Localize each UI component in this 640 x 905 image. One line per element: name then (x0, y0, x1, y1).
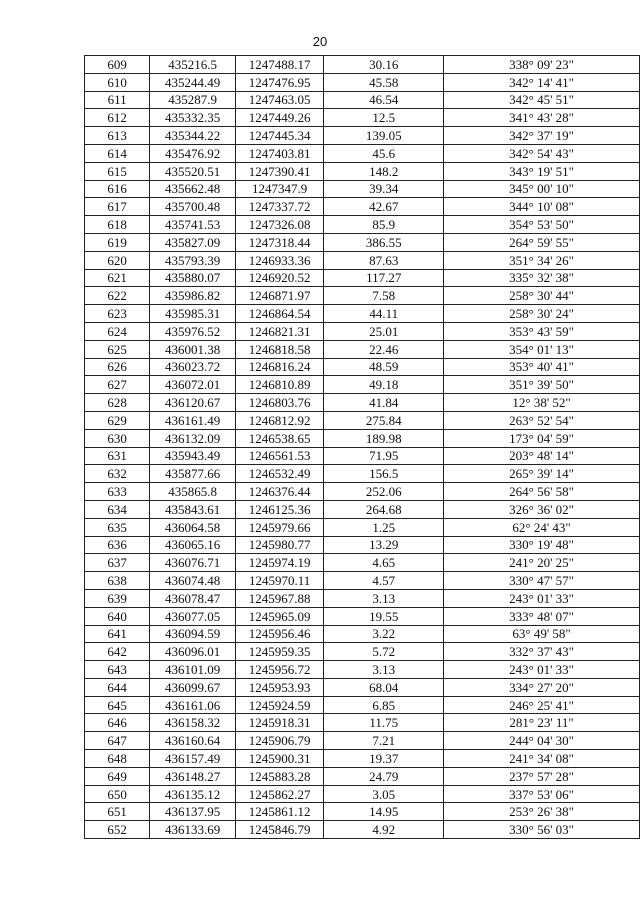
bearing-cell: 341° 43' 28" (444, 109, 640, 127)
point-number-cell: 627 (85, 376, 150, 394)
bearing-cell: 173° 04' 59" (444, 429, 640, 447)
x-coordinate-cell: 436161.49 (150, 411, 236, 429)
bearing-cell: 342° 37' 19" (444, 127, 640, 145)
x-coordinate-cell: 435865.8 (150, 483, 236, 501)
x-coordinate-cell: 436161.06 (150, 696, 236, 714)
table-row (85, 696, 640, 714)
point-number-cell: 629 (85, 411, 150, 429)
bearing-cell: 330° 47' 57" (444, 572, 640, 590)
y-coordinate-cell: 1247337.72 (235, 198, 324, 216)
bearing-cell: 353° 43' 59" (444, 322, 640, 340)
point-number-cell: 620 (85, 251, 150, 269)
x-coordinate-cell: 436101.09 (150, 661, 236, 679)
table-row (85, 625, 640, 643)
bearing-cell: 237° 57' 28" (444, 767, 640, 785)
point-number-cell: 632 (85, 465, 150, 483)
point-number-cell: 612 (85, 109, 150, 127)
x-coordinate-cell: 435986.82 (150, 287, 236, 305)
y-coordinate-cell: 1246538.65 (235, 429, 324, 447)
y-coordinate-cell: 1245979.66 (235, 518, 324, 536)
bearing-cell: 354° 01' 13" (444, 340, 640, 358)
table-row (85, 554, 640, 572)
distance-cell: 19.55 (324, 607, 444, 625)
y-coordinate-cell: 1245900.31 (235, 750, 324, 768)
point-number-cell: 650 (85, 785, 150, 803)
table-row (85, 109, 640, 127)
point-number-cell: 613 (85, 127, 150, 145)
x-coordinate-cell: 435662.48 (150, 180, 236, 198)
y-coordinate-cell: 1245956.72 (235, 661, 324, 679)
distance-cell: 386.55 (324, 233, 444, 251)
distance-cell: 7.58 (324, 287, 444, 305)
distance-cell: 24.79 (324, 767, 444, 785)
bearing-cell: 243° 01' 33" (444, 661, 640, 679)
distance-cell: 3.13 (324, 589, 444, 607)
y-coordinate-cell: 1247445.34 (235, 127, 324, 145)
distance-cell: 39.34 (324, 180, 444, 198)
distance-cell: 117.27 (324, 269, 444, 287)
x-coordinate-cell: 435700.48 (150, 198, 236, 216)
distance-cell: 3.13 (324, 661, 444, 679)
distance-cell: 11.75 (324, 714, 444, 732)
distance-cell: 87.63 (324, 251, 444, 269)
x-coordinate-cell: 436023.72 (150, 358, 236, 376)
x-coordinate-cell: 435943.49 (150, 447, 236, 465)
distance-cell: 264.68 (324, 500, 444, 518)
bearing-cell: 244° 04' 30" (444, 732, 640, 750)
point-number-cell: 652 (85, 821, 150, 839)
table-row (85, 287, 640, 305)
point-number-cell: 617 (85, 198, 150, 216)
distance-cell: 25.01 (324, 322, 444, 340)
bearing-cell: 345° 00' 10" (444, 180, 640, 198)
bearing-cell: 330° 56' 03" (444, 821, 640, 839)
table-row (85, 429, 640, 447)
x-coordinate-cell: 436132.09 (150, 429, 236, 447)
y-coordinate-cell: 1246125.36 (235, 500, 324, 518)
y-coordinate-cell: 1246810.89 (235, 376, 324, 394)
table-row (85, 127, 640, 145)
table-row (85, 144, 640, 162)
y-coordinate-cell: 1245953.93 (235, 678, 324, 696)
x-coordinate-cell: 436133.69 (150, 821, 236, 839)
point-number-cell: 646 (85, 714, 150, 732)
point-number-cell: 621 (85, 269, 150, 287)
distance-cell: 189.98 (324, 429, 444, 447)
point-number-cell: 623 (85, 305, 150, 323)
bearing-cell: 354° 53' 50" (444, 216, 640, 234)
distance-cell: 30.16 (324, 56, 444, 74)
distance-cell: 4.92 (324, 821, 444, 839)
y-coordinate-cell: 1245861.12 (235, 803, 324, 821)
point-number-cell: 622 (85, 287, 150, 305)
point-number-cell: 638 (85, 572, 150, 590)
bearing-cell: 351° 34' 26" (444, 251, 640, 269)
bearing-cell: 337° 53' 06" (444, 785, 640, 803)
y-coordinate-cell: 1245974.19 (235, 554, 324, 572)
point-number-cell: 611 (85, 91, 150, 109)
table-row (85, 358, 640, 376)
y-coordinate-cell: 1245956.46 (235, 625, 324, 643)
table-row (85, 251, 640, 269)
table-row (85, 518, 640, 536)
y-coordinate-cell: 1247390.41 (235, 162, 324, 180)
bearing-cell: 263° 52' 54" (444, 411, 640, 429)
x-coordinate-cell: 435985.31 (150, 305, 236, 323)
coordinates-table (84, 55, 640, 839)
table-row (85, 447, 640, 465)
point-number-cell: 616 (85, 180, 150, 198)
x-coordinate-cell: 436120.67 (150, 394, 236, 412)
distance-cell: 12.5 (324, 109, 444, 127)
x-coordinate-cell: 436076.71 (150, 554, 236, 572)
y-coordinate-cell: 1247318.44 (235, 233, 324, 251)
y-coordinate-cell: 1246871.97 (235, 287, 324, 305)
table-row (85, 73, 640, 91)
distance-cell: 46.54 (324, 91, 444, 109)
x-coordinate-cell: 435843.61 (150, 500, 236, 518)
y-coordinate-cell: 1247476.95 (235, 73, 324, 91)
table-row (85, 714, 640, 732)
bearing-cell: 253° 26' 38" (444, 803, 640, 821)
distance-cell: 7.21 (324, 732, 444, 750)
distance-cell: 45.58 (324, 73, 444, 91)
bearing-cell: 342° 14' 41" (444, 73, 640, 91)
y-coordinate-cell: 1246933.36 (235, 251, 324, 269)
distance-cell: 48.59 (324, 358, 444, 376)
table-row (85, 198, 640, 216)
point-number-cell: 624 (85, 322, 150, 340)
table-row (85, 589, 640, 607)
y-coordinate-cell: 1245970.11 (235, 572, 324, 590)
bearing-cell: 338° 09' 23" (444, 56, 640, 74)
table-row (85, 216, 640, 234)
point-number-cell: 636 (85, 536, 150, 554)
point-number-cell: 626 (85, 358, 150, 376)
y-coordinate-cell: 1246920.52 (235, 269, 324, 287)
y-coordinate-cell: 1247488.17 (235, 56, 324, 74)
table-row (85, 536, 640, 554)
bearing-cell: 264° 56' 58" (444, 483, 640, 501)
distance-cell: 156.5 (324, 465, 444, 483)
table-row (85, 500, 640, 518)
x-coordinate-cell: 436137.95 (150, 803, 236, 821)
point-number-cell: 618 (85, 216, 150, 234)
bearing-cell: 334° 27' 20" (444, 678, 640, 696)
table-row (85, 750, 640, 768)
point-number-cell: 645 (85, 696, 150, 714)
bearing-cell: 332° 37' 43" (444, 643, 640, 661)
distance-cell: 13.29 (324, 536, 444, 554)
point-number-cell: 609 (85, 56, 150, 74)
table-row (85, 394, 640, 412)
y-coordinate-cell: 1245918.31 (235, 714, 324, 732)
point-number-cell: 643 (85, 661, 150, 679)
x-coordinate-cell: 436135.12 (150, 785, 236, 803)
table-row (85, 821, 640, 839)
bearing-cell: 203° 48' 14" (444, 447, 640, 465)
table-row (85, 162, 640, 180)
distance-cell: 71.95 (324, 447, 444, 465)
point-number-cell: 651 (85, 803, 150, 821)
x-coordinate-cell: 436157.49 (150, 750, 236, 768)
x-coordinate-cell: 436099.67 (150, 678, 236, 696)
x-coordinate-cell: 436064.58 (150, 518, 236, 536)
x-coordinate-cell: 435287.9 (150, 91, 236, 109)
y-coordinate-cell: 1246864.54 (235, 305, 324, 323)
table-row (85, 411, 640, 429)
y-coordinate-cell: 1246821.31 (235, 322, 324, 340)
bearing-cell: 333° 48' 07" (444, 607, 640, 625)
x-coordinate-cell: 435976.52 (150, 322, 236, 340)
y-coordinate-cell: 1245959.35 (235, 643, 324, 661)
page-number: 20 (312, 34, 328, 49)
point-number-cell: 610 (85, 73, 150, 91)
table-row (85, 572, 640, 590)
x-coordinate-cell: 436160.64 (150, 732, 236, 750)
table-row (85, 465, 640, 483)
y-coordinate-cell: 1245862.27 (235, 785, 324, 803)
point-number-cell: 614 (85, 144, 150, 162)
bearing-cell: 281° 23' 11" (444, 714, 640, 732)
x-coordinate-cell: 436078.47 (150, 589, 236, 607)
point-number-cell: 648 (85, 750, 150, 768)
point-number-cell: 647 (85, 732, 150, 750)
x-coordinate-cell: 436096.01 (150, 643, 236, 661)
bearing-cell: 326° 36' 02" (444, 500, 640, 518)
x-coordinate-cell: 435344.22 (150, 127, 236, 145)
y-coordinate-cell: 1245980.77 (235, 536, 324, 554)
table-row (85, 661, 640, 679)
distance-cell: 3.22 (324, 625, 444, 643)
table-row (85, 803, 640, 821)
y-coordinate-cell: 1245967.88 (235, 589, 324, 607)
table-row (85, 643, 640, 661)
point-number-cell: 615 (85, 162, 150, 180)
bearing-cell: 342° 45' 51" (444, 91, 640, 109)
table-row (85, 678, 640, 696)
x-coordinate-cell: 435880.07 (150, 269, 236, 287)
point-number-cell: 625 (85, 340, 150, 358)
table-row (85, 483, 640, 501)
table-row (85, 233, 640, 251)
y-coordinate-cell: 1246532.49 (235, 465, 324, 483)
bearing-cell: 335° 32' 38" (444, 269, 640, 287)
table-row (85, 732, 640, 750)
y-coordinate-cell: 1247463.05 (235, 91, 324, 109)
point-number-cell: 639 (85, 589, 150, 607)
bearing-cell: 343° 19' 51" (444, 162, 640, 180)
bearing-cell: 62° 24' 43" (444, 518, 640, 536)
x-coordinate-cell: 435741.53 (150, 216, 236, 234)
bearing-cell: 330° 19' 48" (444, 536, 640, 554)
distance-cell: 5.72 (324, 643, 444, 661)
table-row (85, 322, 640, 340)
bearing-cell: 351° 39' 50" (444, 376, 640, 394)
table-body (85, 56, 640, 839)
bearing-cell: 344° 10' 08" (444, 198, 640, 216)
distance-cell: 85.9 (324, 216, 444, 234)
point-number-cell: 633 (85, 483, 150, 501)
distance-cell: 44.11 (324, 305, 444, 323)
distance-cell: 42.67 (324, 198, 444, 216)
y-coordinate-cell: 1245924.59 (235, 696, 324, 714)
bearing-cell: 243° 01' 33" (444, 589, 640, 607)
point-number-cell: 631 (85, 447, 150, 465)
table-row (85, 91, 640, 109)
x-coordinate-cell: 436072.01 (150, 376, 236, 394)
point-number-cell: 640 (85, 607, 150, 625)
x-coordinate-cell: 435520.51 (150, 162, 236, 180)
table-row (85, 376, 640, 394)
y-coordinate-cell: 1247326.08 (235, 216, 324, 234)
bearing-cell: 246° 25' 41" (444, 696, 640, 714)
y-coordinate-cell: 1246561.53 (235, 447, 324, 465)
table-row (85, 180, 640, 198)
distance-cell: 139.05 (324, 127, 444, 145)
x-coordinate-cell: 436148.27 (150, 767, 236, 785)
y-coordinate-cell: 1245965.09 (235, 607, 324, 625)
x-coordinate-cell: 436065.16 (150, 536, 236, 554)
x-coordinate-cell: 436158.32 (150, 714, 236, 732)
table-row (85, 56, 640, 74)
point-number-cell: 628 (85, 394, 150, 412)
y-coordinate-cell: 1245906.79 (235, 732, 324, 750)
bearing-cell: 264° 59' 55" (444, 233, 640, 251)
x-coordinate-cell: 435244.49 (150, 73, 236, 91)
distance-cell: 3.05 (324, 785, 444, 803)
y-coordinate-cell: 1245883.28 (235, 767, 324, 785)
bearing-cell: 241° 34' 08" (444, 750, 640, 768)
y-coordinate-cell: 1246803.76 (235, 394, 324, 412)
point-number-cell: 634 (85, 500, 150, 518)
distance-cell: 1.25 (324, 518, 444, 536)
bearing-cell: 342° 54' 43" (444, 144, 640, 162)
bearing-cell: 12° 38' 52" (444, 394, 640, 412)
x-coordinate-cell: 435332.35 (150, 109, 236, 127)
point-number-cell: 649 (85, 767, 150, 785)
x-coordinate-cell: 435216.5 (150, 56, 236, 74)
x-coordinate-cell: 435877.66 (150, 465, 236, 483)
distance-cell: 22.46 (324, 340, 444, 358)
point-number-cell: 644 (85, 678, 150, 696)
distance-cell: 41.84 (324, 394, 444, 412)
bearing-cell: 258° 30' 24" (444, 305, 640, 323)
distance-cell: 19.37 (324, 750, 444, 768)
bearing-cell: 265° 39' 14" (444, 465, 640, 483)
y-coordinate-cell: 1247403.81 (235, 144, 324, 162)
y-coordinate-cell: 1247449.26 (235, 109, 324, 127)
distance-cell: 14.95 (324, 803, 444, 821)
bearing-cell: 353° 40' 41" (444, 358, 640, 376)
table-row (85, 785, 640, 803)
x-coordinate-cell: 435476.92 (150, 144, 236, 162)
x-coordinate-cell: 436074.48 (150, 572, 236, 590)
distance-cell: 275.84 (324, 411, 444, 429)
x-coordinate-cell: 435827.09 (150, 233, 236, 251)
bearing-cell: 258° 30' 44" (444, 287, 640, 305)
y-coordinate-cell: 1246812.92 (235, 411, 324, 429)
distance-cell: 252.06 (324, 483, 444, 501)
distance-cell: 148.2 (324, 162, 444, 180)
distance-cell: 6.85 (324, 696, 444, 714)
distance-cell: 68.04 (324, 678, 444, 696)
x-coordinate-cell: 435793.39 (150, 251, 236, 269)
point-number-cell: 619 (85, 233, 150, 251)
table-row (85, 269, 640, 287)
point-number-cell: 637 (85, 554, 150, 572)
point-number-cell: 641 (85, 625, 150, 643)
y-coordinate-cell: 1247347.9 (235, 180, 324, 198)
bearing-cell: 241° 20' 25" (444, 554, 640, 572)
distance-cell: 4.57 (324, 572, 444, 590)
x-coordinate-cell: 436001.38 (150, 340, 236, 358)
distance-cell: 45.6 (324, 144, 444, 162)
x-coordinate-cell: 436077.05 (150, 607, 236, 625)
table-row (85, 305, 640, 323)
y-coordinate-cell: 1246376.44 (235, 483, 324, 501)
point-number-cell: 642 (85, 643, 150, 661)
distance-cell: 49.18 (324, 376, 444, 394)
x-coordinate-cell: 436094.59 (150, 625, 236, 643)
point-number-cell: 635 (85, 518, 150, 536)
point-number-cell: 630 (85, 429, 150, 447)
table-row (85, 607, 640, 625)
distance-cell: 4.65 (324, 554, 444, 572)
table-row (85, 340, 640, 358)
y-coordinate-cell: 1246818.58 (235, 340, 324, 358)
y-coordinate-cell: 1245846.79 (235, 821, 324, 839)
bearing-cell: 63° 49' 58" (444, 625, 640, 643)
table-row (85, 767, 640, 785)
y-coordinate-cell: 1246816.24 (235, 358, 324, 376)
